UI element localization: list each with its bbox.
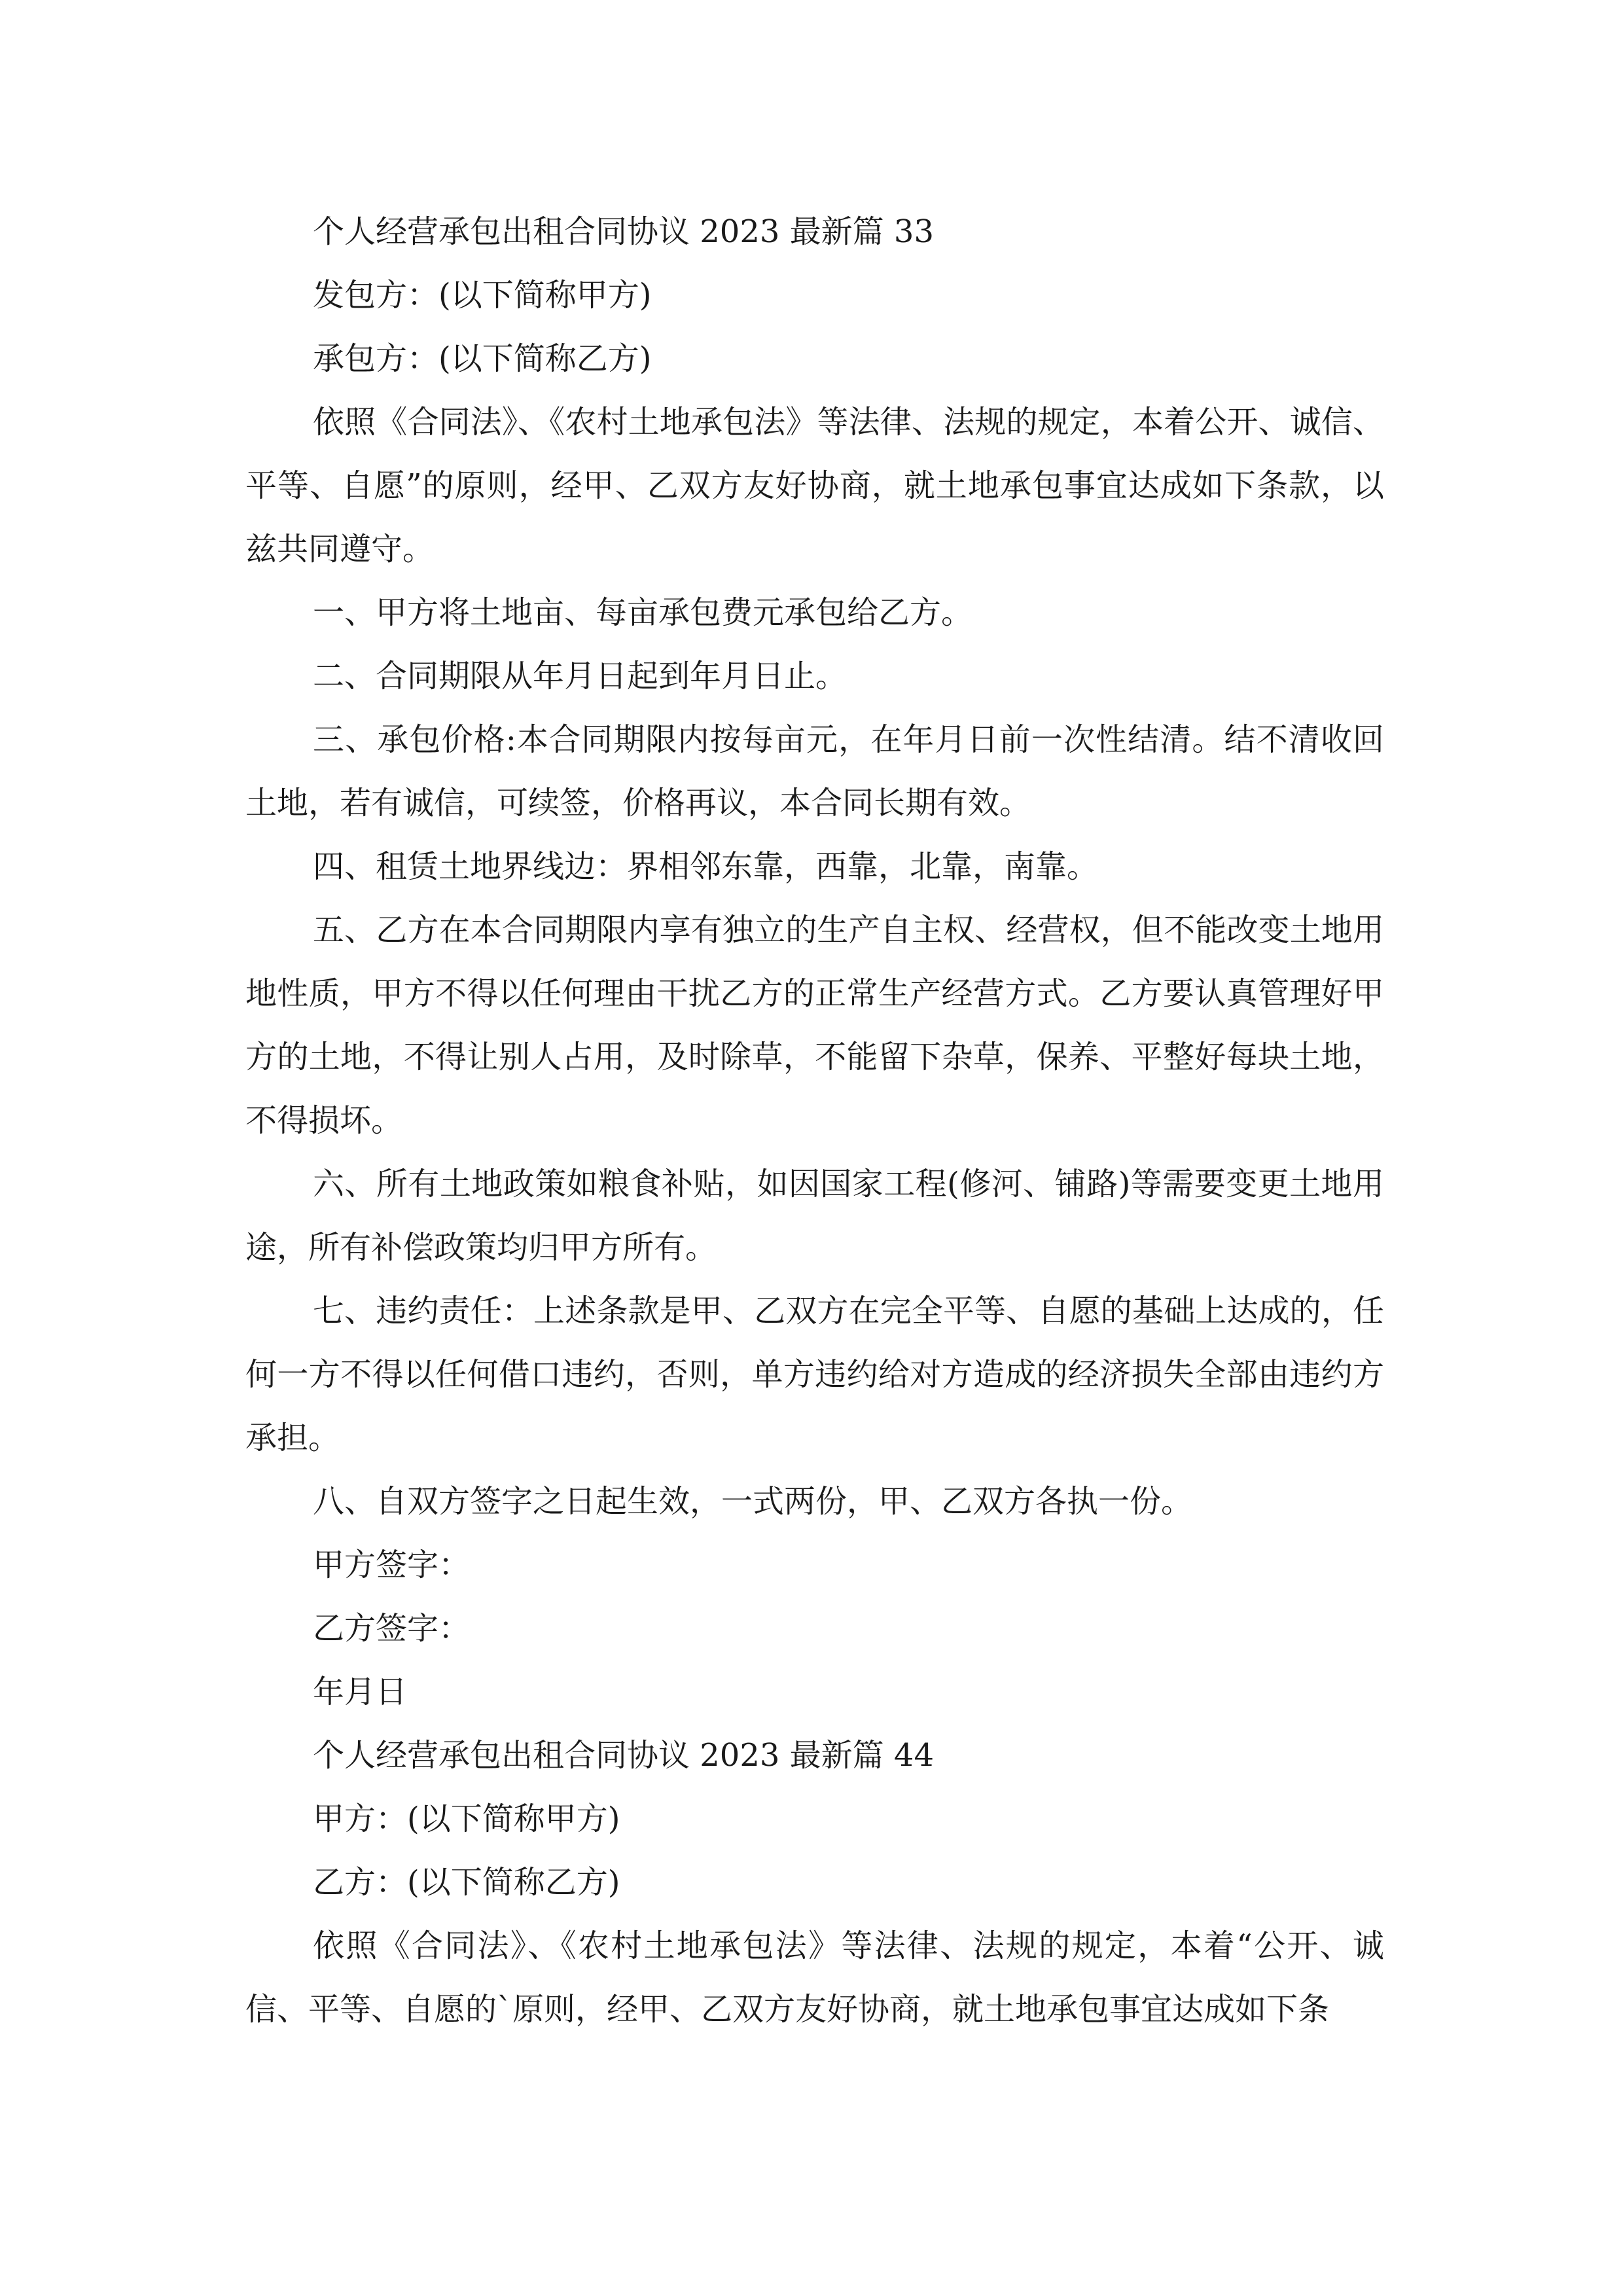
signature-party-b: 乙方签字： <box>313 1610 471 1647</box>
intro-paragraph: 依照《合同法》、《农村土地承包法》等法律、法规的规定，本着公开、诚信、平等、自愿”的原则，经甲、乙双方友好协商，就土地承包事宜达成如下条款，以兹共同遵守。 <box>245 404 1384 567</box>
party-b-line: 乙方：(以下简称乙方) <box>313 1864 620 1901</box>
clause-5: 五、乙方在本合同期限内享有独立的生产自主权、经营权，但不能改变土地用地性质，甲方不得以任何理由干扰乙方的正常生产经营方式。乙方要认真管理好甲方的土地，不得让别人占用，及时除草，不能留下杂草，保养、平整好每块土地，不得损坏。 <box>245 912 1384 1139</box>
party-b-line: 承包方：(以下简称乙方) <box>313 340 652 377</box>
clause-4: 四、租赁土地界线边：界相邻东靠，西靠，北靠，南靠。 <box>313 848 1099 885</box>
clause-1: 一、甲方将土地亩、每亩承包费元承包给乙方。 <box>313 594 973 631</box>
clause-6: 六、所有土地政策如粮食补贴，如因国家工程(修河、铺路)等需要变更土地用途，所有补偿政策均归甲方所有。 <box>245 1166 1384 1266</box>
document-body <box>245 200 1384 2041</box>
signature-date: 年月日 <box>313 1674 408 1710</box>
signature-party-a: 甲方签字： <box>313 1547 471 1583</box>
clause-3: 三、承包价格:本合同期限内按每亩元，在年月日前一次性结清。结不清收回土地，若有诚信，可续签，价格再议，本合同长期有效。 <box>245 721 1384 821</box>
party-a-line: 发包方：(以下简称甲方) <box>313 277 652 314</box>
section-title: 个人经营承包出租合同协议 2023 最新篇 44 <box>313 1737 935 1774</box>
section-title: 个人经营承包出租合同协议 2023 最新篇 33 <box>313 213 935 250</box>
party-a-line: 甲方：(以下简称甲方) <box>313 1801 620 1837</box>
clause-8: 八、自双方签字之日起生效，一式两份，甲、乙双方各执一份。 <box>313 1483 1193 1520</box>
clause-7: 七、违约责任：上述条款是甲、乙双方在完全平等、自愿的基础上达成的，任何一方不得以任何借口违约，否则，单方违约给对方造成的经济损失全部由违约方承担。 <box>245 1293 1384 1456</box>
clause-2: 二、合同期限从年月日起到年月日止。 <box>313 658 847 694</box>
intro-paragraph: 依照《合同法》、《农村土地承包法》等法律、法规的规定，本着“公开、诚信、平等、自愿的`原则，经甲、乙双方友好协商，就土地承包事宜达成如下条 <box>245 1928 1384 2028</box>
